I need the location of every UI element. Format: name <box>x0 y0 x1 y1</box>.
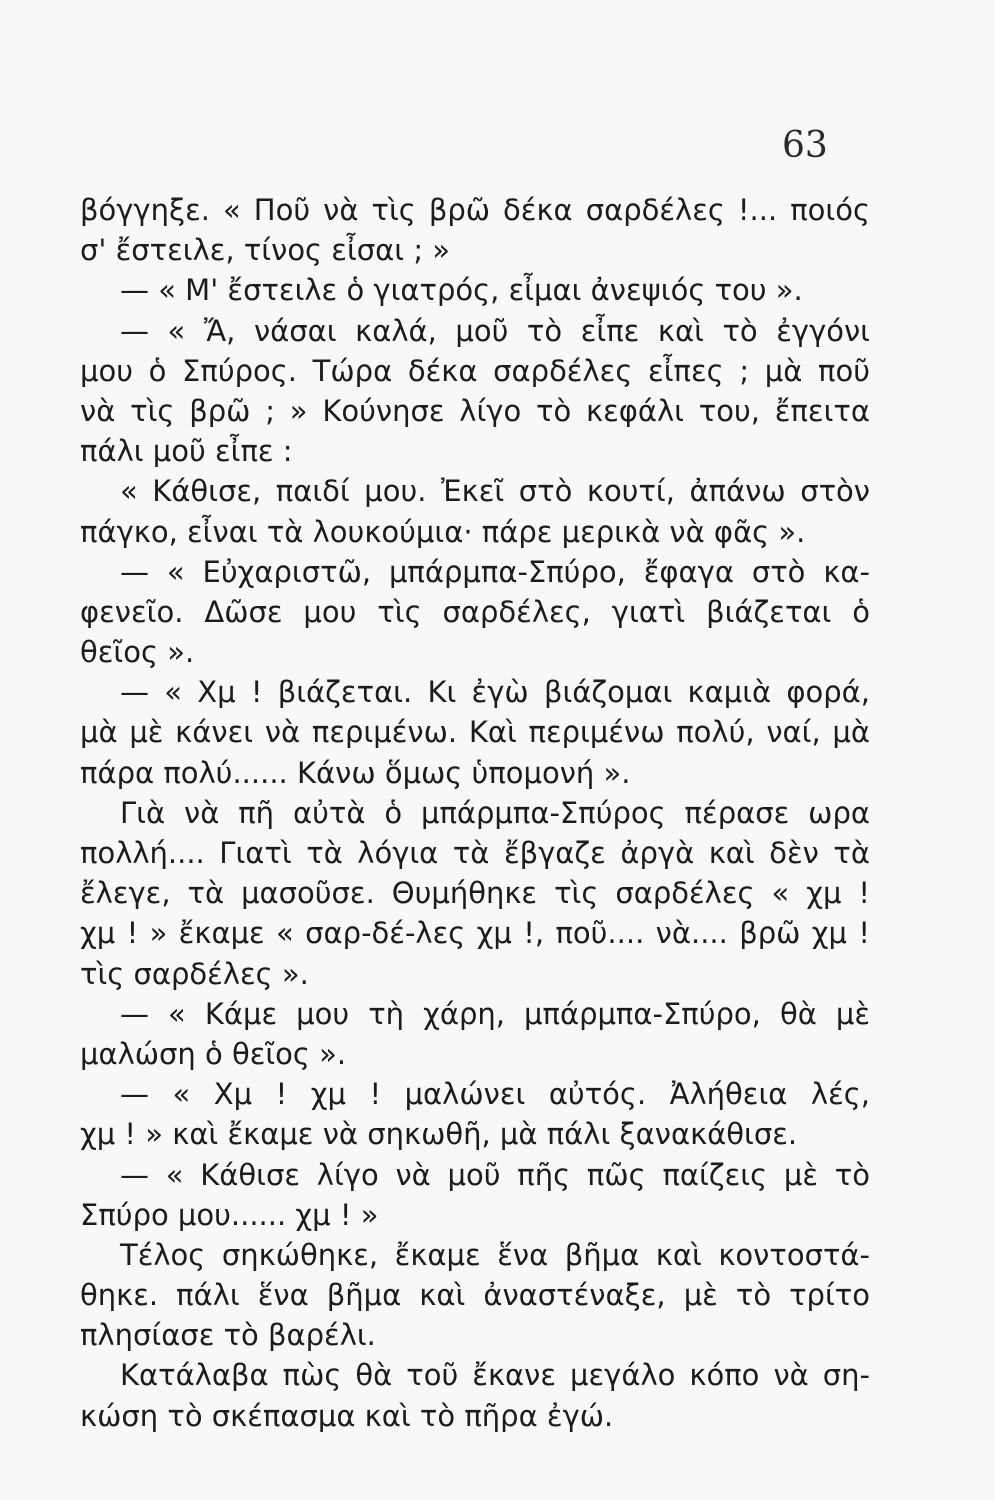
text-line: τὶς σαρδέλες ». <box>80 956 309 991</box>
text-line: σ' ἔστειλε, τίνος εἶσαι ; » <box>80 233 451 268</box>
text-line: βόγγηξε. « Ποῦ νὰ τὶς βρῶ δέκα σαρδέλες !... ποιός <box>80 193 870 227</box>
text-line: — « Χμ ! βιάζεται. Κι ἐγὼ βιάζομαι καμιὰ φορά, <box>120 675 870 710</box>
text-line: πάλι μοῦ εἶπε : <box>80 434 293 469</box>
text-line: πάρα πολύ...... Κάνω ὅμως ὑπομονή ». <box>80 755 631 790</box>
text-line: — « Ἄ, νάσαι καλά, μοῦ τὸ εἶπε καὶ τὸ ἐγγόνι <box>120 313 870 348</box>
text-line: — « Κάμε μου τὴ χάρη, μπάρμπα-Σπύρο, θὰ μὲ <box>120 996 870 1031</box>
text-line: μου ὁ Σπύρος. Τώρα δέκα σαρδέλες εἶπες ; μὰ ποῦ <box>80 353 870 388</box>
text-line: — « Χμ ! χμ ! μαλώνει αὐτός. Ἀλήθεια λές, <box>120 1077 870 1112</box>
text-line: πολλή.... Γιατὶ τὰ λόγια τὰ ἔβγαζε ἀργὰ καὶ δὲν τὰ <box>80 836 870 870</box>
text-line: μὰ μὲ κάνει νὰ περιμένω. Καὶ περιμένω πολύ, ναί, μὰ <box>80 715 870 750</box>
text-line: χμ ! » καὶ ἔκαμε νὰ σηκωθῆ, μὰ πάλι ξανακάθισε. <box>80 1117 798 1152</box>
text-line: Γιὰ νὰ πῆ αὐτὰ ὁ μπάρμπα-Σπύρος πέρασε ωρα <box>120 795 870 830</box>
text-line: — « Εὐχαριστῶ, μπάρμπα-Σπύρο, ἔφαγα στὸ κα- <box>120 554 870 589</box>
text-line: Σπύρο μου...... χμ ! » <box>80 1197 379 1232</box>
text-line: Τέλος σηκώθηκε, ἔκαμε ἕνα βῆμα καὶ κοντοστά- <box>120 1237 870 1272</box>
text-line: — « Μ' ἔστειλε ὁ γιατρός, εἶμαι ἀνεψιός του ». <box>120 273 803 308</box>
text-line: — « Κάθισε λίγο νὰ μοῦ πῆς πῶς παίζεις μὲ τὸ <box>120 1157 870 1192</box>
text-line: μαλώση ὁ θεῖος ». <box>80 1036 347 1071</box>
text-line: χμ ! » ἔκαμε « σαρ-δέ-λες χμ !, ποῦ.... νὰ.... βρῶ χμ ! <box>80 916 870 951</box>
text-line: πλησίασε τὸ βαρέλι. <box>80 1318 376 1353</box>
text-line: Κατάλαβα πὼς θὰ τοῦ ἔκανε μεγάλο κόπο νὰ ση- <box>120 1358 870 1393</box>
text-line: φενεῖο. Δῶσε μου τὶς σαρδέλες, γιατὶ βιάζεται ὁ <box>80 594 870 629</box>
text-line: κώση τὸ σκέπασμα καὶ τὸ πῆρα ἐγώ. <box>80 1398 614 1433</box>
text-line: θηκε. πάλι ἕνα βῆμα καὶ ἀναστέναξε, μὲ τὸ τρίτο <box>80 1278 870 1313</box>
text-line: πάγκο, εἶναι τὰ λουκούμια· πάρε μερικὰ νὰ φᾶς ». <box>80 514 806 549</box>
text-line: θεῖος ». <box>80 635 195 670</box>
text-line: « Κάθισε, παιδί μου. Ἐκεῖ στὸ κουτί, ἀπάνω στὸν <box>120 474 870 509</box>
text-line: ἔλεγε, τὰ μασοῦσε. Θυμήθηκε τὶς σαρδέλες « χμ ! <box>80 876 870 911</box>
page-number: 63 <box>782 125 828 166</box>
body-text <box>80 190 870 1436</box>
text-line: νὰ τὶς βρῶ ; » Κούνησε λίγο τὸ κεφάλι του, ἔπειτα <box>80 393 870 428</box>
